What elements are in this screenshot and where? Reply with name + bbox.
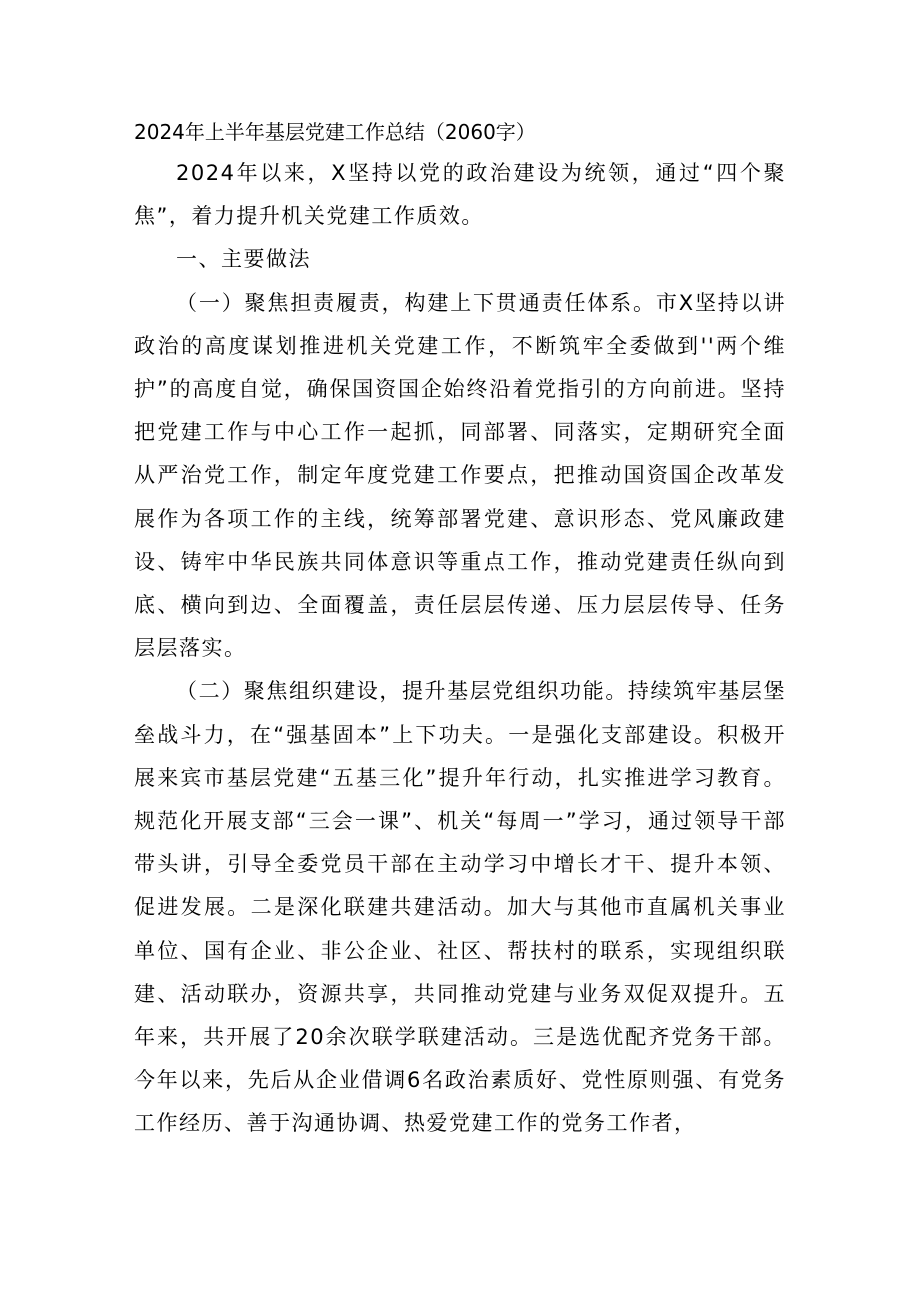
paragraph-1-subheading: （一）聚焦担责履责，构建上下贯通责任体系。 [176,290,656,315]
paragraph-1 [134,282,786,671]
document-body [134,112,786,1146]
paragraph-2 [134,670,786,1145]
section-heading: 一、主要做法 [176,247,311,272]
paragraph-1-body: 市X坚持以讲政治的高度谋划推进机关党建工作，不断筑牢全委做到''两个维护”的高度自觉，确保国资国企始终沿着党指引的方向前进。坚持把党建工作与中心工作一起抓，同部署、同落实，定期研究全面从严治党工作，制定年度党建工作要点，把推动国资国企改革发展作为各项工作的主线，统筹部署党建、意识形态、党风廉政建设、铸牢中华民族共同体意识等重点工作，推动党建责任纵向到底、横向到边、全面覆盖，责任层层传递、压力层层传导、任务层层落实。 [134,290,786,661]
document-title: 2024年上半年基层党建工作总结（2060字） [134,120,536,144]
intro-paragraph: 2024年以来，X坚持以党的政治建设为统领，通过“四个聚焦”，着力提升机关党建工作质效。 [134,161,786,229]
paragraph-2-subheading: （二）聚焦组织建设，提升基层党组织功能。 [176,679,628,704]
paragraph-2-body: 持续筑牢基层堡垒战斗力，在“强基固本”上下功夫。一是强化支部建设。积极开展来宾市基层党建“五基三化”提升年行动，扎实推进学习教育。规范化开展支部“三会一课”、机关“每周一”学习，通过领导干部带头讲，引导全委党员干部在主动学习中增长才干、提升本领、促进发展。二是深化联建共建活动。加大与其他市直属机关事业单位、国有企业、非公企业、社区、帮扶村的联系，实现组织联建、活动联办，资源共享，共同推动党建与业务双促双提升。五年来，共开展了20余次联学联建活动。三是选优配齐党务干部。今年以来，先后从企业借调6名政治素质好、党性原则强、有党务工作经历、善于沟通协调、热爱党建工作的党务工作者， [134,679,786,1136]
